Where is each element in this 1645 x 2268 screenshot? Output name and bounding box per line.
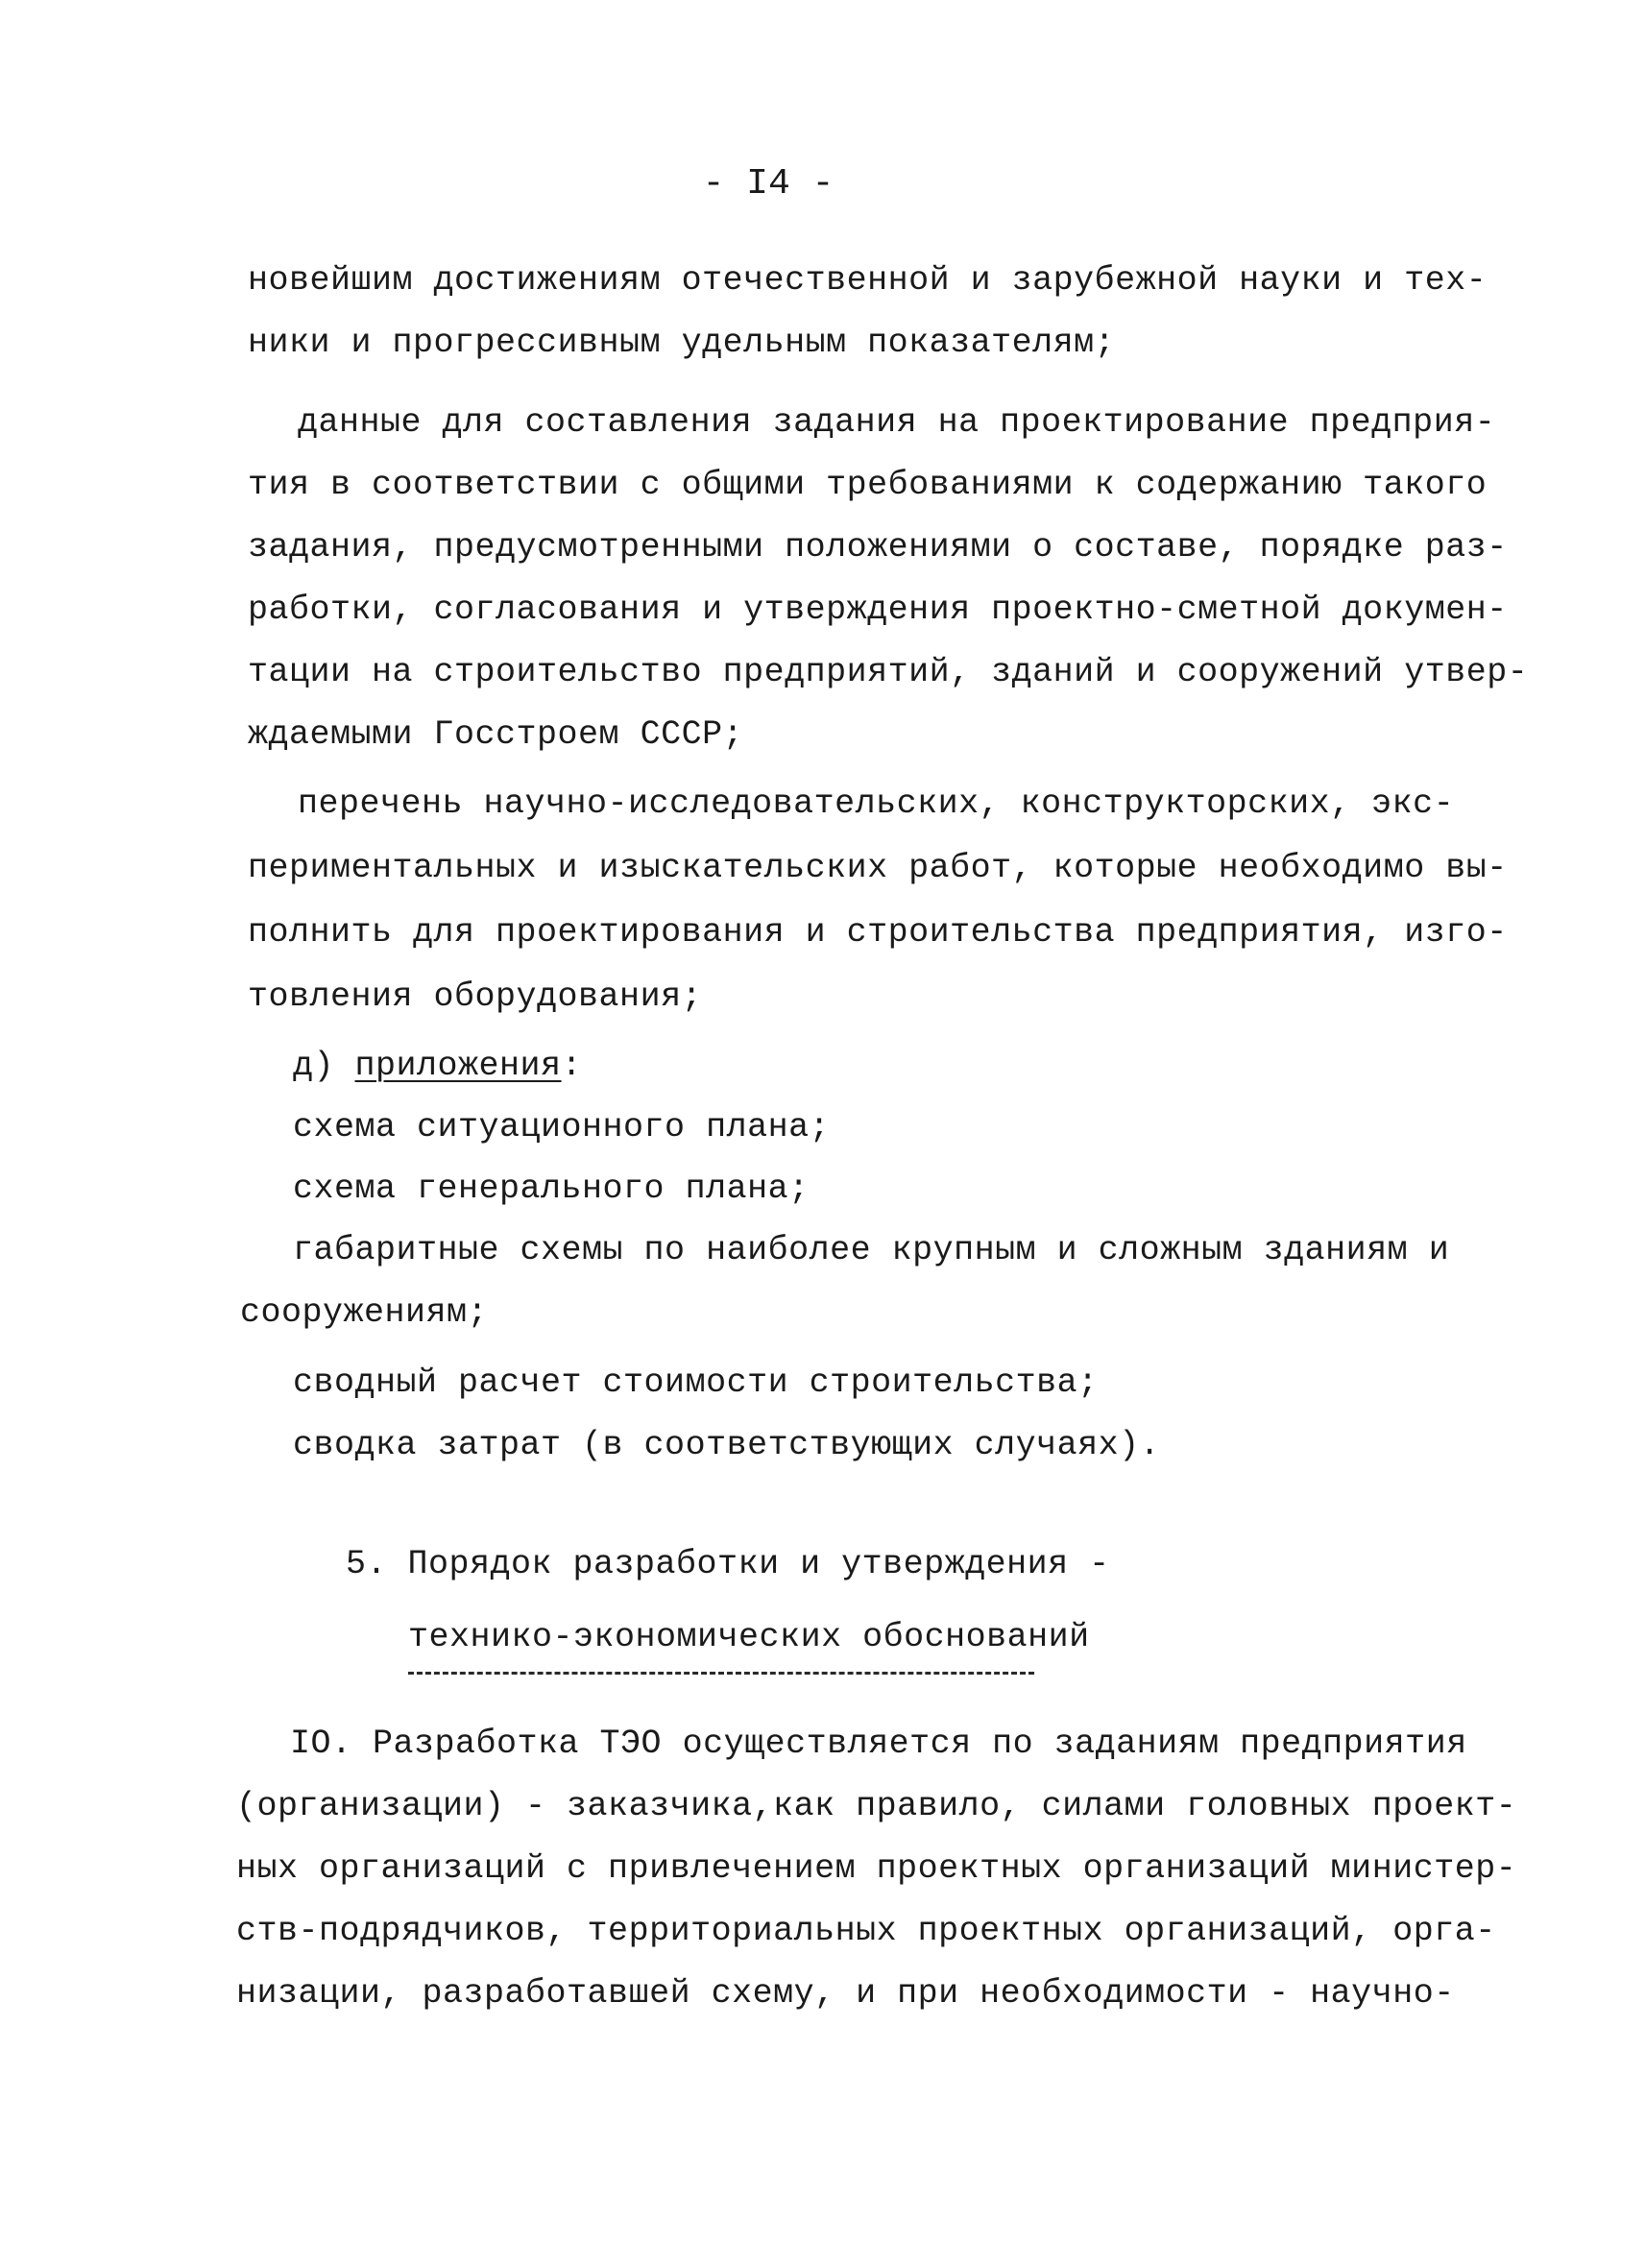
text-line: схема генерального плана; — [293, 1170, 810, 1208]
text-line: габаритные схемы по наиболее крупным и сложным зданиям и — [293, 1231, 1450, 1269]
text-line: ств-подрядчиков, территориальных проектных организаций, орга- — [236, 1912, 1496, 1950]
text-line: сводка затрат (в соответствующих случаях). — [293, 1426, 1161, 1464]
text-line: ждаемыми Госстроем СССР; — [248, 715, 744, 754]
text-line: сводный расчет стоимости строительства; — [293, 1363, 1099, 1402]
text-line: схема ситуационного плана; — [293, 1108, 831, 1146]
text-line: ники и прогрессивным удельным показателям; — [248, 324, 1116, 362]
appendix-marker: д) — [293, 1047, 355, 1085]
text-line: ных организаций с привлечением проектных организаций министер- — [236, 1849, 1517, 1888]
text-line: сооружениям; — [240, 1293, 489, 1332]
appendix-colon: : — [561, 1047, 583, 1085]
text-line: товления оборудования; — [248, 977, 703, 1016]
appendix-label — [293, 1047, 583, 1085]
text-line: IO. Разработка ТЭО осуществляется по заданиям предприятия — [290, 1725, 1467, 1763]
text-line: работки, согласования и утверждения проектно-сметной докумен- — [248, 591, 1508, 629]
text-line: низации, разработавшей схему, и при необходимости - научно- — [236, 1974, 1455, 2013]
text-line: тия в соответствии с общими требованиями к содержанию такого — [248, 466, 1488, 504]
text-line: новейшим достижениям отечественной и зарубежной науки и тех- — [248, 261, 1488, 300]
section-heading-line-1: 5. Порядок разработки и утверждения - — [346, 1545, 1110, 1583]
text-line: полнить для проектирования и строительства предприятия, изго- — [248, 913, 1508, 952]
text-line: данные для составления задания на проектирование предприя- — [298, 403, 1496, 442]
text-line: периментальных и изыскательских работ, которые необходимо вы- — [248, 849, 1508, 887]
text-line: перечень научно-исследовательских, конструкторских, экс- — [298, 784, 1455, 823]
appendix-title: приложения — [354, 1047, 562, 1085]
text-line: тации на строительство предприятий, зданий и сооружений утвер- — [248, 653, 1529, 691]
section-heading-line-2: технико-экономических обоснований — [408, 1618, 1090, 1656]
text-line: задания, предусмотренными положениями о составе, порядке раз- — [248, 528, 1508, 567]
heading-underline — [408, 1672, 1034, 1675]
text-line: (организации) - заказчика,как правило, силами головных проект- — [236, 1787, 1517, 1825]
page-number: - I4 - — [702, 163, 835, 205]
